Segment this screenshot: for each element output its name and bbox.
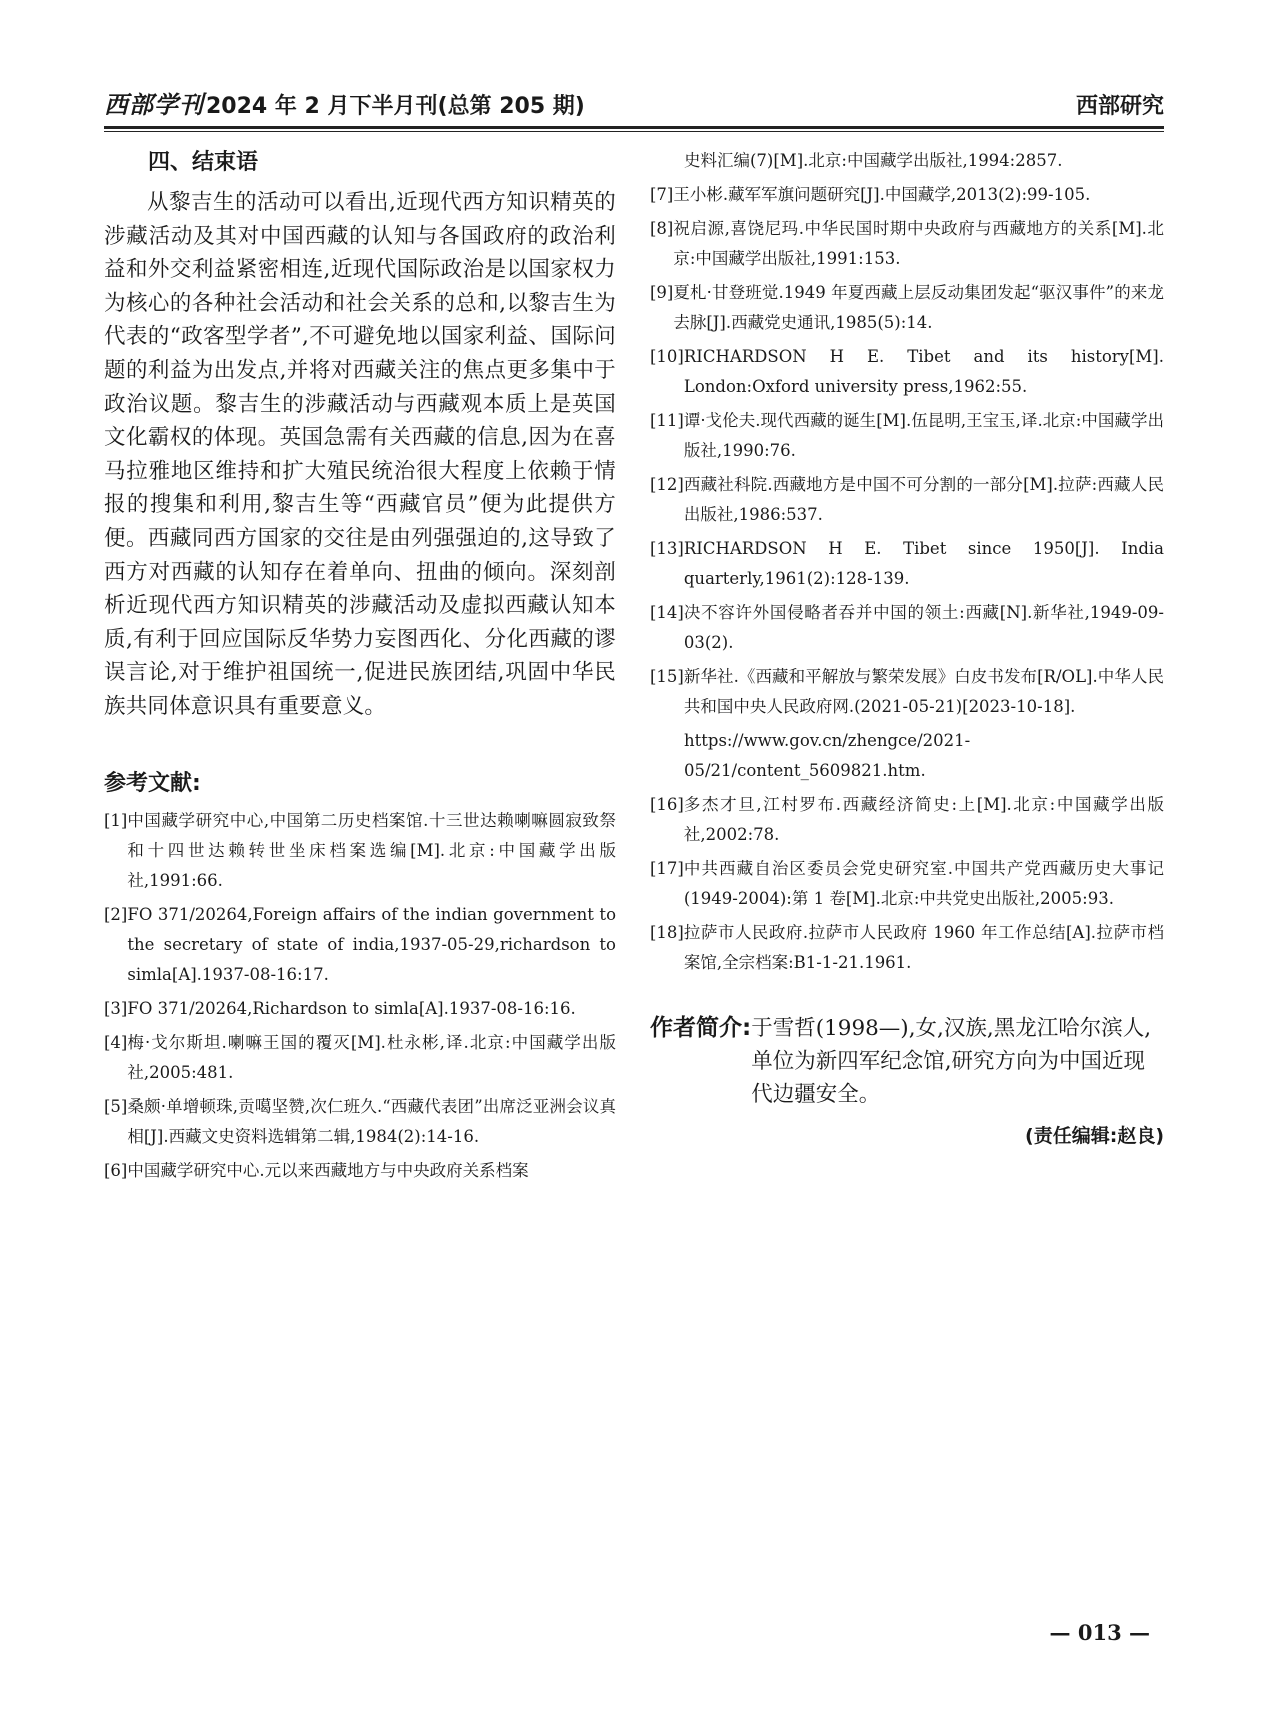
conclusion-paragraph: 从黎吉生的活动可以看出,近现代西方知识精英的涉藏活动及其对中国西藏的认知与各国政府的政治利益和外交利益紧密相连,近现代国际政治是以国家权力为核心的各种社会活动和社会关系的总和,以黎吉生为代表的“政客型学者”,不可避免地以国家利益、国际问题的利益为出发点,并将对西藏关注的焦点更多集中于政治议题。黎吉生的涉藏活动与西藏观本质上是英国文化霸权的体现。英国急需有关西藏的信息,因为在喜马拉雅地区维持和扩大殖民统治很大程度上依赖于情报的搜集和利用,黎吉生等“西藏官员”便为此提供方便。西藏同西方国家的交往是由列强强迫的,这导致了西方对西藏的认知存在着单向、扭曲的倾向。深刻剖析近现代西方知识精英的涉藏活动及虚拟西藏认知本质,有利于回应国际反华势力妄图西化、分化西藏的谬误言论,对于维护祖国统一,促进民族团结,巩固中华民族共同体意识具有重要意义。 [104,190,616,719]
right-column [650,146,1164,1148]
author-text: 于雪哲(1998—),女,汉族,黑龙江哈尔滨人,单位为新四军纪念馆,研究方向为中国近现代边疆安全。 [751,1016,1152,1107]
reference-number: [12] [650,475,684,494]
reference-item [104,1092,616,1152]
reference-text: RICHARDSON H E. Tibet since 1950[J]. India quarterly,1961(2):128-139. [683,539,1164,588]
reference-item [650,180,1164,210]
header-rule-thin [104,131,1164,132]
reference-item [650,726,1164,786]
reference-text: 中国藏学研究中心.元以来西藏地方与中央政府关系档案 [127,1160,529,1180]
reference-item [104,994,616,1024]
responsible-editor: (责任编辑:赵良) [1025,1125,1164,1147]
reference-item [104,1028,616,1088]
issue-info: 2024 年 2 月下半月刊(总第 205 期) [206,94,585,119]
reference-text: 梅·戈尔斯坦.喇嘛王国的覆灭[M].杜永彬,译.北京:中国藏学出版社,2005:481. [127,1032,616,1082]
reference-text: 夏札·甘登班觉.1949 年夏西藏上层反动集团发起“驱汉事件”的来龙去脉[J].西藏党史通讯,1985(5):14. [673,283,1164,332]
references-right-list [650,180,1164,978]
reference-item [650,470,1164,530]
reference-number: [2] [104,904,128,924]
reference-number: [10] [650,347,684,366]
reference-text: FO 371/20264,Richardson to simla[A].1937-08-16:16. [127,998,576,1018]
section-name: 西部研究 [1075,94,1164,119]
reference-continuation: 史料汇编(7)[M].北京:中国藏学出版社,1994:2857. [684,151,1063,170]
reference-number [650,726,684,786]
reference-number: [13] [650,539,684,558]
page-header [104,84,1164,120]
reference-number: [5] [104,1096,128,1116]
reference-number: [14] [650,603,684,622]
journal-logo: 西部学刊 [104,90,204,119]
header-left [104,85,585,120]
reference-item [650,918,1164,978]
page-number: — 013 — [1049,1620,1150,1645]
reference-text: 桑颇·单增顿珠,贡噶坚赞,次仁班久.“西藏代表团”出席泛亚洲会议真相[J].西藏文史资料选辑第二辑,1984(2):14-16. [127,1096,616,1146]
left-column [104,146,616,1190]
reference-text: https://www.gov.cn/zhengce/2021-05/21/content_5609821.htm. [684,731,971,780]
reference-number: [6] [104,1160,128,1180]
reference-text: 拉萨市人民政府.拉萨市人民政府 1960 年工作总结[A].拉萨市档案馆,全宗档案:B1-1-21.1961. [683,923,1164,972]
reference-item [650,406,1164,466]
reference-item [650,662,1164,722]
reference-item [650,342,1164,402]
reference-number: [16] [650,795,684,814]
reference-number: [15] [650,667,684,686]
reference-item [650,854,1164,914]
reference-text: FO 371/20264,Foreign affairs of the indian government to the secretary of state of india,1937-05-29,richardson to simla[A].1937-08-16:17. [127,904,616,984]
author-bio [650,1012,1164,1111]
reference-number: [7] [650,185,674,204]
reference-text: 新华社.《西藏和平解放与繁荣发展》白皮书发布[R/OL].中华人民共和国中央人民政府网.(2021-05-21)[2023-10-18]. [683,667,1164,716]
section-title: 四、结束语 [148,150,259,175]
header-rule-thick [104,126,1164,129]
reference-item [650,534,1164,594]
reference-text: 王小彬.藏军军旗问题研究[J].中国藏学,2013(2):99-105. [673,185,1091,204]
reference-text: 中共西藏自治区委员会党史研究室.中国共产党西藏历史大事记(1949-2004):第 1 卷[M].北京:中共党史出版社,2005:93. [683,859,1164,908]
references-title: 参考文献: [104,770,201,796]
reference-number: [3] [104,998,128,1018]
reference-number: [18] [650,923,684,942]
reference-number: [4] [104,1032,128,1052]
reference-item [650,790,1164,850]
reference-text: 谭·戈伦夫.现代西藏的诞生[M].伍昆明,王宝玉,译.北京:中国藏学出版社,1990:76. [683,411,1164,460]
references-left-list [104,806,616,1186]
reference-text: 西藏社科院.西藏地方是中国不可分割的一部分[M].拉萨:西藏人民出版社,1986:537. [683,475,1164,524]
reference-item [650,598,1164,658]
author-label: 作者简介: [650,1015,752,1041]
reference-item [104,900,616,990]
reference-text: 中国藏学研究中心,中国第二历史档案馆.十三世达赖喇嘛圆寂致祭和十四世达赖转世坐床档案选编[M].北京:中国藏学出版社,1991:66. [127,810,616,890]
reference-item [650,278,1164,338]
reference-text: 决不容许外国侵略者吞并中国的领土:西藏[N].新华社,1949-09-03(2). [683,603,1164,652]
reference-item [650,214,1164,274]
reference-text: 祝启源,喜饶尼玛.中华民国时期中央政府与西藏地方的关系[M].北京:中国藏学出版社,1991:153. [673,219,1164,268]
reference-number: [9] [650,283,674,302]
reference-item [104,806,616,896]
reference-number: [17] [650,859,684,878]
reference-text: 多杰才旦,江村罗布.西藏经济简史:上[M].北京:中国藏学出版社,2002:78. [683,795,1164,844]
reference-number: [11] [650,411,684,430]
reference-item [104,1156,616,1186]
reference-text: RICHARDSON H E. Tibet and its history[M]. London:Oxford university press,1962:55. [683,347,1164,396]
reference-number: [1] [104,810,128,830]
reference-number: [8] [650,219,674,238]
